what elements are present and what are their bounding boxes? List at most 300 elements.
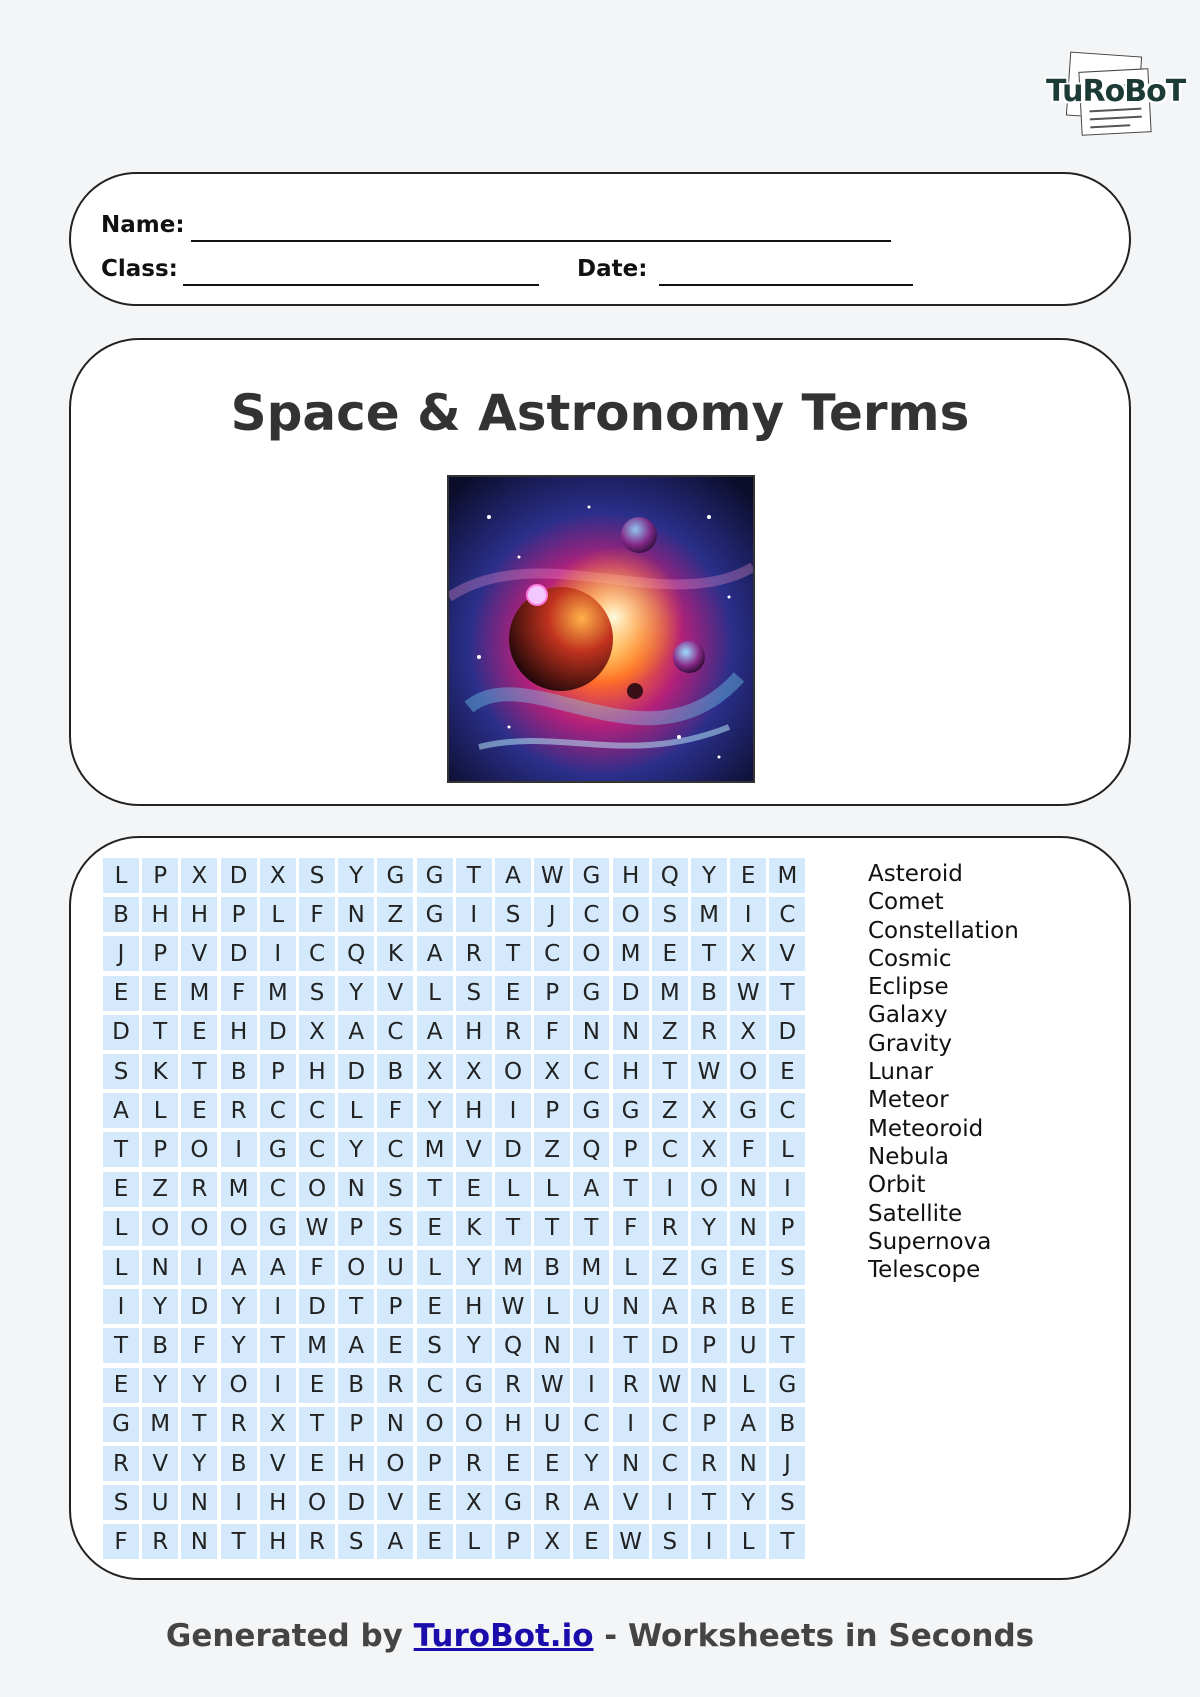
grid-cell[interactable]: U [730, 1328, 766, 1363]
grid-cell[interactable]: I [691, 1524, 727, 1559]
grid-cell[interactable]: W [534, 1368, 570, 1403]
grid-cell[interactable]: T [691, 936, 727, 971]
grid-cell[interactable]: X [691, 1132, 727, 1167]
grid-cell[interactable]: Z [534, 1132, 570, 1167]
grid-cell[interactable]: D [221, 936, 257, 971]
grid-cell[interactable]: Y [221, 1328, 257, 1363]
grid-cell[interactable]: J [534, 897, 570, 932]
grid-cell[interactable]: I [260, 1289, 296, 1324]
grid-cell[interactable]: M [769, 858, 805, 893]
grid-cell[interactable]: I [221, 1132, 257, 1167]
grid-cell[interactable]: K [142, 1054, 178, 1089]
grid-cell[interactable]: E [534, 1446, 570, 1481]
grid-cell[interactable]: Z [377, 897, 413, 932]
grid-cell[interactable]: F [534, 1015, 570, 1050]
grid-cell[interactable]: C [769, 897, 805, 932]
grid-cell[interactable]: Y [181, 1368, 217, 1403]
grid-cell[interactable]: A [417, 1015, 453, 1050]
grid-cell[interactable]: H [142, 897, 178, 932]
grid-cell[interactable]: U [573, 1289, 609, 1324]
grid-cell[interactable]: A [417, 936, 453, 971]
grid-cell[interactable]: P [534, 976, 570, 1011]
grid-cell[interactable]: M [260, 976, 296, 1011]
grid-cell[interactable]: X [299, 1015, 335, 1050]
grid-cell[interactable]: V [613, 1485, 649, 1520]
grid-cell[interactable]: C [769, 1093, 805, 1128]
grid-cell[interactable]: E [181, 1015, 217, 1050]
grid-cell[interactable]: T [260, 1328, 296, 1363]
grid-cell[interactable]: C [299, 1132, 335, 1167]
grid-cell[interactable]: O [573, 936, 609, 971]
grid-cell[interactable]: T [181, 1407, 217, 1442]
grid-cell[interactable]: Y [417, 1093, 453, 1128]
grid-cell[interactable]: Z [652, 1250, 688, 1285]
grid-cell[interactable]: Y [456, 1328, 492, 1363]
grid-cell[interactable]: Z [652, 1015, 688, 1050]
grid-cell[interactable]: L [417, 976, 453, 1011]
grid-cell[interactable]: X [181, 858, 217, 893]
grid-cell[interactable]: U [142, 1485, 178, 1520]
grid-cell[interactable]: E [142, 976, 178, 1011]
grid-cell[interactable]: R [691, 1289, 727, 1324]
grid-cell[interactable]: H [456, 1015, 492, 1050]
grid-cell[interactable]: L [417, 1250, 453, 1285]
grid-cell[interactable]: L [534, 1289, 570, 1324]
grid-cell[interactable]: R [456, 936, 492, 971]
grid-cell[interactable]: W [730, 976, 766, 1011]
grid-cell[interactable]: C [417, 1368, 453, 1403]
grid-cell[interactable]: V [377, 976, 413, 1011]
grid-cell[interactable]: A [652, 1289, 688, 1324]
grid-cell[interactable]: G [495, 1485, 531, 1520]
grid-cell[interactable]: G [260, 1211, 296, 1246]
grid-cell[interactable]: E [495, 976, 531, 1011]
grid-cell[interactable]: W [613, 1524, 649, 1559]
grid-cell[interactable]: O [495, 1054, 531, 1089]
grid-cell[interactable]: N [534, 1328, 570, 1363]
grid-cell[interactable]: A [377, 1524, 413, 1559]
grid-cell[interactable]: T [181, 1054, 217, 1089]
grid-cell[interactable]: M [652, 976, 688, 1011]
grid-cell[interactable]: E [181, 1093, 217, 1128]
grid-cell[interactable]: T [103, 1328, 139, 1363]
grid-cell[interactable]: H [495, 1407, 531, 1442]
grid-cell[interactable]: B [691, 976, 727, 1011]
grid-cell[interactable]: I [652, 1172, 688, 1207]
grid-cell[interactable]: X [534, 1054, 570, 1089]
grid-cell[interactable]: A [573, 1485, 609, 1520]
grid-cell[interactable]: C [260, 1172, 296, 1207]
grid-cell[interactable]: G [377, 858, 413, 893]
grid-cell[interactable]: P [221, 897, 257, 932]
grid-cell[interactable]: F [221, 976, 257, 1011]
grid-cell[interactable]: T [299, 1407, 335, 1442]
grid-cell[interactable]: N [181, 1485, 217, 1520]
grid-cell[interactable]: T [495, 936, 531, 971]
grid-cell[interactable]: O [221, 1368, 257, 1403]
grid-cell[interactable]: D [338, 1485, 374, 1520]
grid-cell[interactable]: B [103, 897, 139, 932]
grid-cell[interactable]: A [260, 1250, 296, 1285]
grid-cell[interactable]: Y [338, 976, 374, 1011]
grid-cell[interactable]: S [769, 1485, 805, 1520]
grid-cell[interactable]: T [652, 1054, 688, 1089]
grid-cell[interactable]: N [613, 1446, 649, 1481]
grid-cell[interactable]: I [573, 1368, 609, 1403]
grid-cell[interactable]: C [377, 1015, 413, 1050]
grid-cell[interactable]: P [338, 1407, 374, 1442]
grid-cell[interactable]: Q [338, 936, 374, 971]
grid-cell[interactable]: M [221, 1172, 257, 1207]
grid-cell[interactable]: E [103, 976, 139, 1011]
grid-cell[interactable]: K [377, 936, 413, 971]
class-field[interactable] [183, 274, 539, 286]
grid-cell[interactable]: W [652, 1368, 688, 1403]
grid-cell[interactable]: D [260, 1015, 296, 1050]
grid-cell[interactable]: H [613, 1054, 649, 1089]
grid-cell[interactable]: T [338, 1289, 374, 1324]
grid-cell[interactable]: E [299, 1368, 335, 1403]
grid-cell[interactable]: R [377, 1368, 413, 1403]
grid-cell[interactable]: E [730, 858, 766, 893]
grid-cell[interactable]: O [299, 1172, 335, 1207]
grid-cell[interactable]: D [299, 1289, 335, 1324]
grid-cell[interactable]: G [573, 976, 609, 1011]
grid-cell[interactable]: L [103, 1250, 139, 1285]
grid-cell[interactable]: N [377, 1407, 413, 1442]
grid-cell[interactable]: E [417, 1524, 453, 1559]
grid-cell[interactable]: O [417, 1407, 453, 1442]
grid-cell[interactable]: L [534, 1172, 570, 1207]
grid-cell[interactable]: T [221, 1524, 257, 1559]
grid-cell[interactable]: T [573, 1211, 609, 1246]
grid-cell[interactable]: I [652, 1485, 688, 1520]
grid-cell[interactable]: N [730, 1211, 766, 1246]
grid-cell[interactable]: F [377, 1093, 413, 1128]
grid-cell[interactable]: G [456, 1368, 492, 1403]
grid-cell[interactable]: G [730, 1093, 766, 1128]
grid-cell[interactable]: S [338, 1524, 374, 1559]
grid-cell[interactable]: E [417, 1211, 453, 1246]
grid-cell[interactable]: P [691, 1407, 727, 1442]
grid-cell[interactable]: J [769, 1446, 805, 1481]
grid-cell[interactable]: W [534, 858, 570, 893]
grid-cell[interactable]: P [613, 1132, 649, 1167]
grid-cell[interactable]: T [142, 1015, 178, 1050]
grid-cell[interactable]: E [769, 1289, 805, 1324]
grid-cell[interactable]: S [103, 1054, 139, 1089]
grid-cell[interactable]: S [652, 1524, 688, 1559]
grid-cell[interactable]: V [456, 1132, 492, 1167]
grid-cell[interactable]: E [573, 1524, 609, 1559]
grid-cell[interactable]: Z [652, 1093, 688, 1128]
grid-cell[interactable]: N [142, 1250, 178, 1285]
grid-cell[interactable]: L [730, 1368, 766, 1403]
grid-cell[interactable]: G [260, 1132, 296, 1167]
grid-cell[interactable]: N [730, 1446, 766, 1481]
grid-cell[interactable]: O [691, 1172, 727, 1207]
grid-cell[interactable]: O [456, 1407, 492, 1442]
grid-cell[interactable]: L [103, 858, 139, 893]
grid-cell[interactable]: B [769, 1407, 805, 1442]
grid-cell[interactable]: S [377, 1211, 413, 1246]
grid-cell[interactable]: C [573, 1407, 609, 1442]
grid-cell[interactable]: R [691, 1446, 727, 1481]
grid-cell[interactable]: V [142, 1446, 178, 1481]
grid-cell[interactable]: N [613, 1015, 649, 1050]
grid-cell[interactable]: F [299, 897, 335, 932]
grid-cell[interactable]: H [338, 1446, 374, 1481]
grid-cell[interactable]: V [260, 1446, 296, 1481]
grid-cell[interactable]: H [260, 1524, 296, 1559]
grid-cell[interactable]: U [377, 1250, 413, 1285]
grid-cell[interactable]: S [299, 976, 335, 1011]
grid-cell[interactable]: O [730, 1054, 766, 1089]
grid-cell[interactable]: G [691, 1250, 727, 1285]
grid-cell[interactable]: S [769, 1250, 805, 1285]
grid-cell[interactable]: E [456, 1172, 492, 1207]
grid-cell[interactable]: G [417, 897, 453, 932]
grid-cell[interactable]: C [260, 1093, 296, 1128]
grid-cell[interactable]: V [377, 1485, 413, 1520]
grid-cell[interactable]: X [730, 936, 766, 971]
grid-cell[interactable]: C [534, 936, 570, 971]
grid-cell[interactable]: T [534, 1211, 570, 1246]
grid-cell[interactable]: Y [573, 1446, 609, 1481]
grid-cell[interactable]: O [299, 1485, 335, 1520]
grid-cell[interactable]: N [338, 897, 374, 932]
grid-cell[interactable]: Y [142, 1289, 178, 1324]
grid-cell[interactable]: Z [142, 1172, 178, 1207]
grid-cell[interactable]: T [456, 858, 492, 893]
grid-cell[interactable]: F [613, 1211, 649, 1246]
grid-cell[interactable]: C [377, 1132, 413, 1167]
grid-cell[interactable]: E [417, 1289, 453, 1324]
grid-cell[interactable]: M [613, 936, 649, 971]
grid-cell[interactable]: S [103, 1485, 139, 1520]
grid-cell[interactable]: A [338, 1328, 374, 1363]
grid-cell[interactable]: O [377, 1446, 413, 1481]
grid-cell[interactable]: R [142, 1524, 178, 1559]
grid-cell[interactable]: I [103, 1289, 139, 1324]
grid-cell[interactable]: O [142, 1211, 178, 1246]
grid-cell[interactable]: C [652, 1132, 688, 1167]
grid-cell[interactable]: T [769, 1328, 805, 1363]
grid-cell[interactable]: S [456, 976, 492, 1011]
grid-cell[interactable]: I [495, 1093, 531, 1128]
grid-cell[interactable]: C [652, 1446, 688, 1481]
grid-cell[interactable]: P [691, 1328, 727, 1363]
grid-cell[interactable]: R [495, 1368, 531, 1403]
grid-cell[interactable]: D [613, 976, 649, 1011]
grid-cell[interactable]: Y [730, 1485, 766, 1520]
grid-cell[interactable]: F [730, 1132, 766, 1167]
grid-cell[interactable]: L [260, 897, 296, 932]
grid-cell[interactable]: T [417, 1172, 453, 1207]
grid-cell[interactable]: G [573, 1093, 609, 1128]
grid-cell[interactable]: Y [338, 858, 374, 893]
grid-cell[interactable]: G [573, 858, 609, 893]
grid-cell[interactable]: A [573, 1172, 609, 1207]
grid-cell[interactable]: R [495, 1015, 531, 1050]
grid-cell[interactable]: S [495, 897, 531, 932]
grid-cell[interactable]: T [613, 1172, 649, 1207]
grid-cell[interactable]: C [573, 1054, 609, 1089]
grid-cell[interactable]: G [417, 858, 453, 893]
grid-cell[interactable]: D [652, 1328, 688, 1363]
grid-cell[interactable]: H [299, 1054, 335, 1089]
grid-cell[interactable]: L [495, 1172, 531, 1207]
grid-cell[interactable]: O [221, 1211, 257, 1246]
grid-cell[interactable]: R [691, 1015, 727, 1050]
grid-cell[interactable]: C [299, 1093, 335, 1128]
grid-cell[interactable]: S [299, 858, 335, 893]
grid-cell[interactable]: E [495, 1446, 531, 1481]
grid-cell[interactable]: D [181, 1289, 217, 1324]
grid-cell[interactable]: P [142, 936, 178, 971]
grid-cell[interactable]: P [142, 858, 178, 893]
grid-cell[interactable]: E [652, 936, 688, 971]
grid-cell[interactable]: X [456, 1485, 492, 1520]
grid-cell[interactable]: L [730, 1524, 766, 1559]
grid-cell[interactable]: S [417, 1328, 453, 1363]
grid-cell[interactable]: B [377, 1054, 413, 1089]
name-field[interactable] [191, 230, 891, 242]
grid-cell[interactable]: D [221, 858, 257, 893]
grid-cell[interactable]: H [181, 897, 217, 932]
grid-cell[interactable]: N [338, 1172, 374, 1207]
grid-cell[interactable]: M [691, 897, 727, 932]
grid-cell[interactable]: X [260, 1407, 296, 1442]
grid-cell[interactable]: V [769, 936, 805, 971]
grid-cell[interactable]: H [456, 1289, 492, 1324]
grid-cell[interactable]: B [338, 1368, 374, 1403]
grid-cell[interactable]: M [573, 1250, 609, 1285]
grid-cell[interactable]: E [769, 1054, 805, 1089]
grid-cell[interactable]: D [103, 1015, 139, 1050]
grid-cell[interactable]: B [534, 1250, 570, 1285]
grid-cell[interactable]: Y [142, 1368, 178, 1403]
grid-cell[interactable]: P [769, 1211, 805, 1246]
grid-cell[interactable]: Q [495, 1328, 531, 1363]
grid-cell[interactable]: N [181, 1524, 217, 1559]
grid-cell[interactable]: M [495, 1250, 531, 1285]
grid-cell[interactable]: T [769, 976, 805, 1011]
grid-cell[interactable]: T [769, 1524, 805, 1559]
grid-cell[interactable]: D [769, 1015, 805, 1050]
grid-cell[interactable]: Y [221, 1289, 257, 1324]
grid-cell[interactable]: W [299, 1211, 335, 1246]
grid-cell[interactable]: V [181, 936, 217, 971]
grid-cell[interactable]: E [730, 1250, 766, 1285]
grid-cell[interactable]: T [691, 1485, 727, 1520]
grid-cell[interactable]: L [456, 1524, 492, 1559]
grid-cell[interactable]: R [221, 1407, 257, 1442]
grid-cell[interactable]: I [573, 1328, 609, 1363]
grid-cell[interactable]: M [142, 1407, 178, 1442]
grid-cell[interactable]: Y [691, 858, 727, 893]
grid-cell[interactable]: L [769, 1132, 805, 1167]
grid-cell[interactable]: G [103, 1407, 139, 1442]
grid-cell[interactable]: L [103, 1211, 139, 1246]
grid-cell[interactable]: R [652, 1211, 688, 1246]
grid-cell[interactable]: X [534, 1524, 570, 1559]
grid-cell[interactable]: F [181, 1328, 217, 1363]
grid-cell[interactable]: X [260, 858, 296, 893]
date-field[interactable] [659, 274, 913, 286]
grid-cell[interactable]: I [456, 897, 492, 932]
grid-cell[interactable]: N [573, 1015, 609, 1050]
grid-cell[interactable]: C [652, 1407, 688, 1442]
grid-cell[interactable]: U [534, 1407, 570, 1442]
grid-cell[interactable]: X [456, 1054, 492, 1089]
grid-cell[interactable]: T [495, 1211, 531, 1246]
grid-cell[interactable]: K [456, 1211, 492, 1246]
grid-cell[interactable]: E [417, 1485, 453, 1520]
grid-cell[interactable]: Y [338, 1132, 374, 1167]
grid-cell[interactable]: A [103, 1093, 139, 1128]
grid-cell[interactable]: Y [456, 1250, 492, 1285]
grid-cell[interactable]: H [456, 1093, 492, 1128]
grid-cell[interactable]: E [103, 1172, 139, 1207]
grid-cell[interactable]: D [338, 1054, 374, 1089]
grid-cell[interactable]: P [377, 1289, 413, 1324]
grid-cell[interactable]: W [691, 1054, 727, 1089]
grid-cell[interactable]: H [260, 1485, 296, 1520]
grid-cell[interactable]: O [181, 1211, 217, 1246]
grid-cell[interactable]: G [613, 1093, 649, 1128]
grid-cell[interactable]: I [613, 1407, 649, 1442]
turobot-link[interactable]: TuroBot.io [413, 1618, 594, 1654]
grid-cell[interactable]: R [534, 1485, 570, 1520]
grid-cell[interactable]: M [417, 1132, 453, 1167]
grid-cell[interactable]: O [181, 1132, 217, 1167]
grid-cell[interactable]: I [730, 897, 766, 932]
grid-cell[interactable]: B [221, 1446, 257, 1481]
grid-cell[interactable]: T [103, 1132, 139, 1167]
grid-cell[interactable]: H [613, 858, 649, 893]
grid-cell[interactable]: L [613, 1250, 649, 1285]
grid-cell[interactable]: L [142, 1093, 178, 1128]
grid-cell[interactable]: S [377, 1172, 413, 1207]
grid-cell[interactable]: A [221, 1250, 257, 1285]
grid-cell[interactable]: W [495, 1289, 531, 1324]
grid-cell[interactable]: I [260, 1368, 296, 1403]
grid-cell[interactable]: P [534, 1093, 570, 1128]
grid-cell[interactable]: O [338, 1250, 374, 1285]
grid-cell[interactable]: P [495, 1524, 531, 1559]
grid-cell[interactable]: I [221, 1485, 257, 1520]
grid-cell[interactable]: I [769, 1172, 805, 1207]
grid-cell[interactable]: L [338, 1093, 374, 1128]
grid-cell[interactable]: B [142, 1328, 178, 1363]
grid-cell[interactable]: Y [181, 1446, 217, 1481]
grid-cell[interactable]: I [181, 1250, 217, 1285]
grid-cell[interactable]: A [495, 858, 531, 893]
grid-cell[interactable]: Q [652, 858, 688, 893]
grid-cell[interactable]: N [613, 1289, 649, 1324]
grid-cell[interactable]: A [338, 1015, 374, 1050]
grid-cell[interactable]: A [730, 1407, 766, 1442]
grid-cell[interactable]: M [181, 976, 217, 1011]
grid-cell[interactable]: C [573, 897, 609, 932]
grid-cell[interactable]: R [613, 1368, 649, 1403]
grid-cell[interactable]: N [730, 1172, 766, 1207]
grid-cell[interactable]: P [260, 1054, 296, 1089]
grid-cell[interactable]: F [299, 1250, 335, 1285]
grid-cell[interactable]: P [338, 1211, 374, 1246]
grid-cell[interactable]: J [103, 936, 139, 971]
